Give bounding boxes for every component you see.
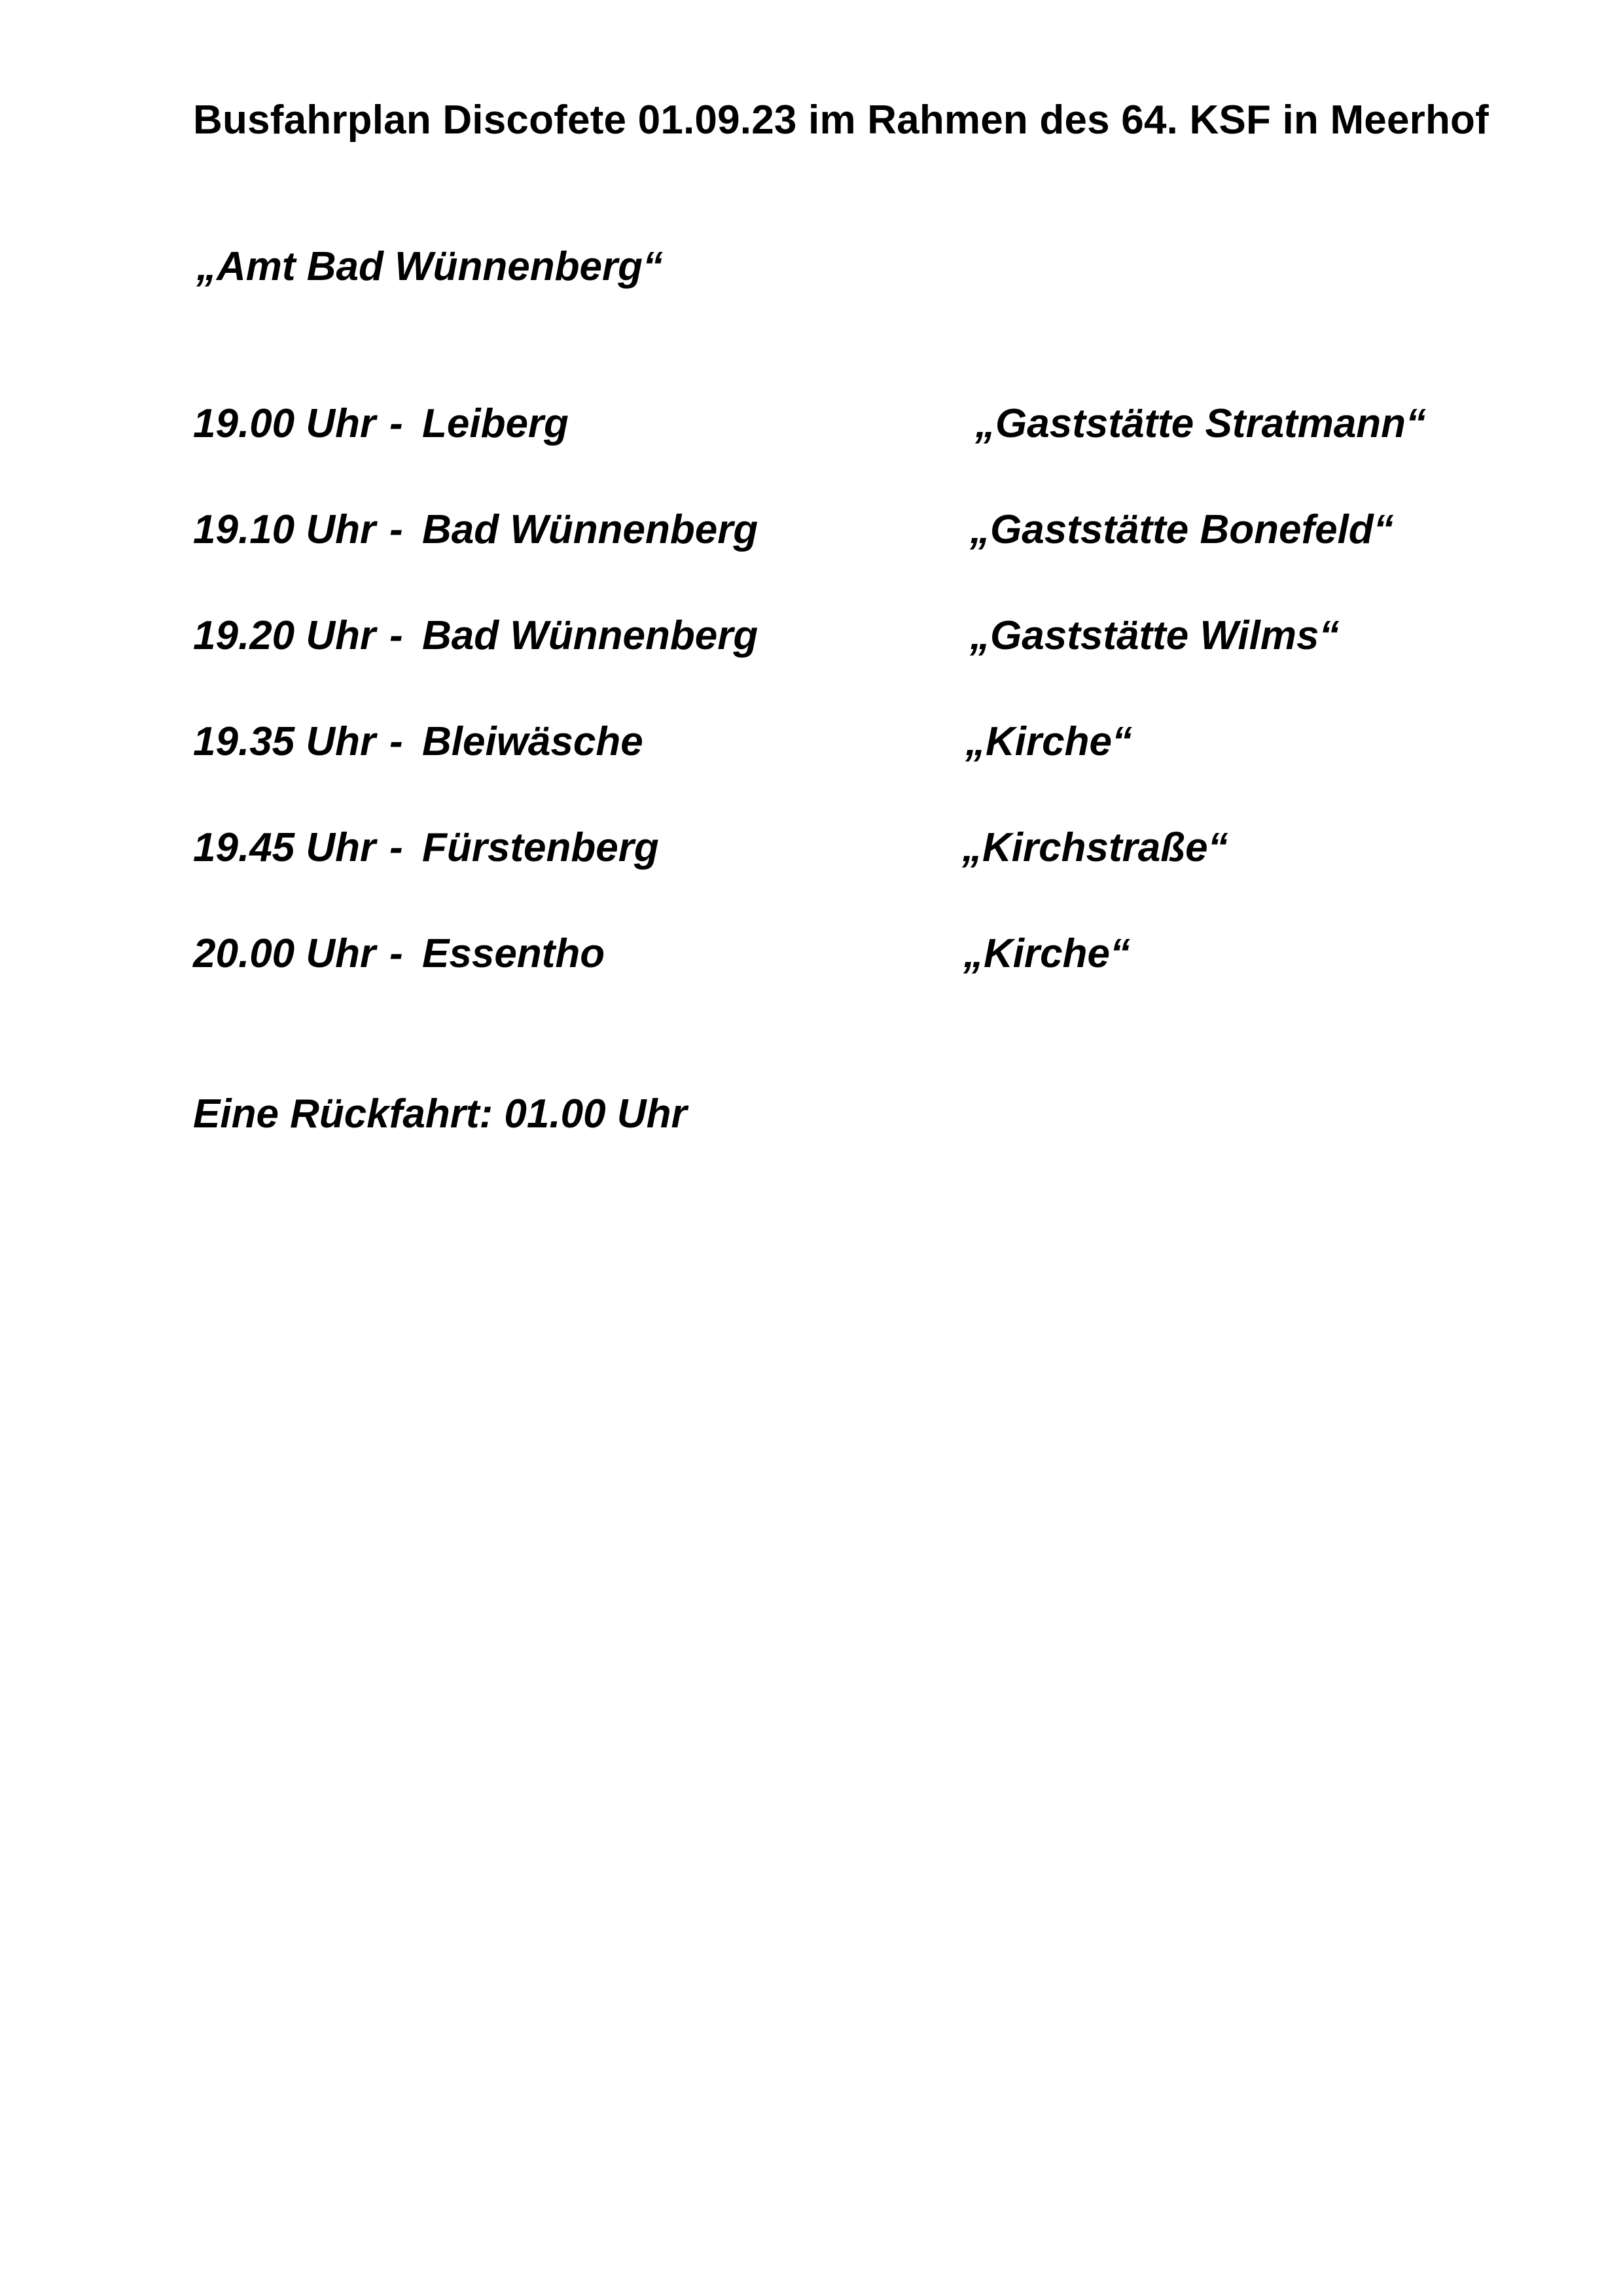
departure-time: 20.00 Uhr	[193, 931, 376, 976]
departure-place: Bad Wünnenberg	[422, 507, 758, 552]
schedule-list	[193, 400, 1502, 1036]
document-title: Busfahrplan Discofete 01.09.23 im Rahmen des 64. KSF in Meerhof	[193, 97, 1489, 143]
schedule-row	[193, 612, 1502, 718]
departure-stop: „Kirche“	[965, 719, 1132, 764]
separator: -	[389, 719, 403, 764]
departure-place: Fürstenberg	[422, 825, 659, 870]
separator: -	[389, 507, 403, 552]
departure-place: Bad Wünnenberg	[422, 613, 758, 658]
separator: -	[389, 825, 403, 870]
departure-stop: „Gaststätte Stratmann“	[975, 401, 1427, 446]
schedule-row	[193, 824, 1502, 930]
separator: -	[389, 401, 403, 446]
departure-time: 19.10 Uhr	[193, 507, 376, 552]
departure-stop: „Gaststätte Wilms“	[970, 613, 1340, 658]
document-subtitle: „Amt Bad Wünnenberg“	[196, 244, 663, 289]
departure-time: 19.45 Uhr	[193, 825, 376, 870]
departure-time: 19.20 Uhr	[193, 613, 376, 658]
departure-time: 19.00 Uhr	[193, 401, 376, 446]
schedule-row	[193, 506, 1502, 612]
schedule-row	[193, 930, 1502, 1036]
departure-stop: „Gaststätte Bonefeld“	[970, 507, 1394, 552]
departure-place: Essentho	[422, 931, 605, 976]
departure-place: Bleiwäsche	[422, 719, 643, 764]
separator: -	[389, 613, 403, 658]
return-trip: Eine Rückfahrt: 01.00 Uhr	[193, 1091, 687, 1137]
departure-place: Leiberg	[422, 401, 569, 446]
schedule-row	[193, 400, 1502, 506]
departure-stop: „Kirchstraße“	[962, 825, 1228, 870]
departure-time: 19.35 Uhr	[193, 719, 376, 764]
departure-stop: „Kirche“	[963, 931, 1130, 976]
separator: -	[389, 931, 403, 976]
schedule-row	[193, 718, 1502, 824]
